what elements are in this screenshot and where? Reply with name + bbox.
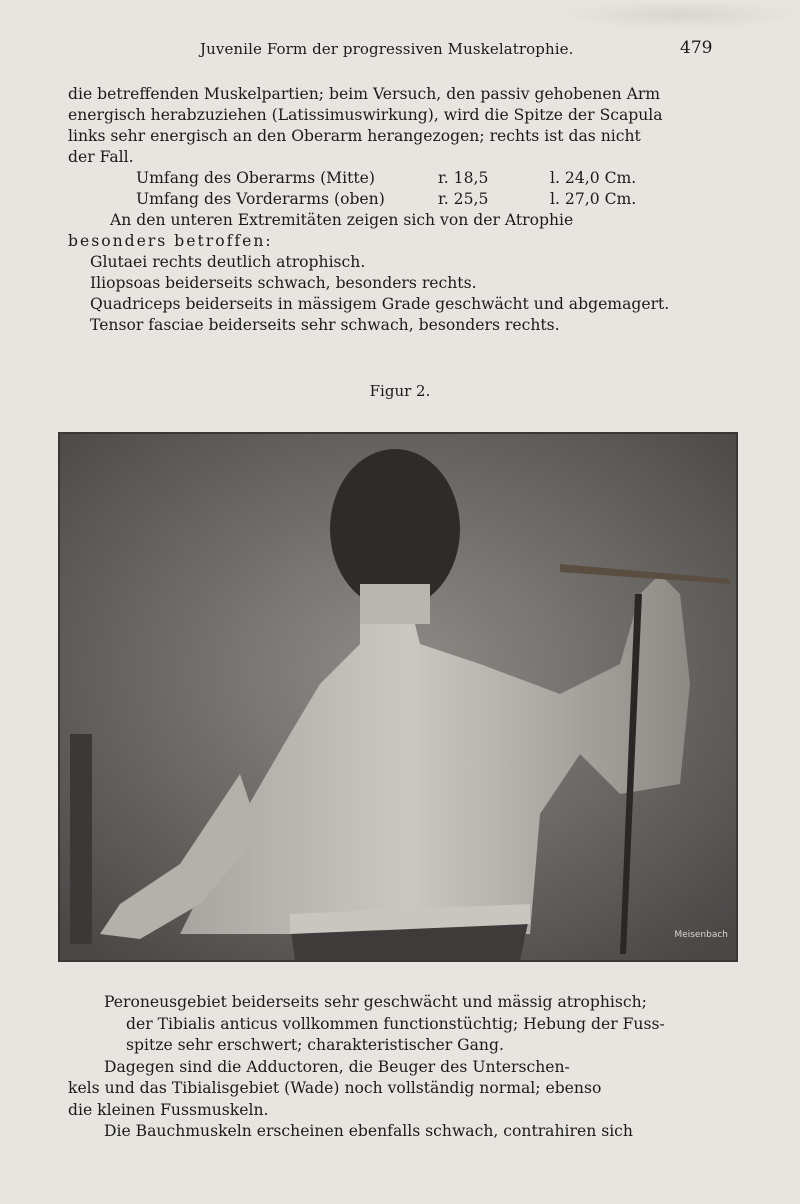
measurement-label: Umfang des Oberarms (Mitte): [136, 169, 375, 187]
text-line: die betreffenden Muskelpartien; beim Versuch, den passiv gehobenen Arm: [68, 85, 661, 103]
text-line: energisch herabzuziehen (Latissimuswirkung), wird die Spitze der Scapula: [68, 106, 663, 124]
measurement-right: r. 25,5: [438, 190, 489, 208]
paper-stain: [560, 0, 800, 30]
running-title: Juvenile Form der progressiven Muskelatrophie.: [200, 40, 574, 58]
page-number: 479: [680, 38, 713, 58]
measurement-left: l. 27,0 Cm.: [550, 190, 637, 208]
text-line: kels und das Tibialisgebiet (Wade) noch vollständig normal; ebenso: [68, 1079, 602, 1097]
text-line: der Tibialis anticus vollkommen functionstüchtig; Hebung der Fuss-: [126, 1014, 665, 1033]
measurement-label: Umfang des Vorderarms (oben): [136, 190, 385, 208]
text-line: Die Bauchmuskeln erscheinen ebenfalls schwach, contrahiren sich: [104, 1122, 633, 1140]
measurement-row: [68, 189, 728, 210]
muscle-list-item: Tensor fasciae beiderseits sehr schwach, besonders rechts.: [90, 316, 560, 334]
text-line: links sehr energisch an den Oberarm herangezogen; rechts ist das nicht: [68, 127, 641, 145]
text-line: der Fall.: [68, 148, 134, 166]
text-line: besonders betroffen:: [68, 232, 273, 250]
muscle-list-item: Quadriceps beiderseits in mässigem Grade geschwächt und abgemagert.: [90, 295, 670, 313]
measurement-row: [68, 168, 728, 189]
text-line: spitze sehr erschwert; charakteristischer Gang.: [126, 1036, 504, 1054]
text-line: An den unteren Extremitäten zeigen sich von der Atrophie: [110, 211, 574, 229]
text-line: Peroneusgebiet beiderseits sehr geschwächt und mässig atrophisch;: [104, 993, 647, 1011]
measurement-left: l. 24,0 Cm.: [550, 169, 637, 187]
upper-text-block: [68, 84, 728, 336]
measurement-right: r. 18,5: [438, 169, 489, 187]
text-line: die kleinen Fussmuskeln.: [68, 1100, 269, 1119]
photo-credit: Meisenbach: [674, 930, 728, 940]
figure-photograph: [58, 432, 738, 962]
muscle-list-item: Iliopsoas beiderseits schwach, besonders rechts.: [90, 274, 477, 292]
back-view-figure-illustration: [60, 434, 736, 960]
lower-text-block: [68, 992, 744, 1143]
figure-caption: Figur 2.: [369, 382, 431, 400]
muscle-list-item: Glutaei rechts deutlich atrophisch.: [90, 253, 366, 271]
text-line: Dagegen sind die Adductoren, die Beuger des Unterschen-: [104, 1057, 570, 1076]
